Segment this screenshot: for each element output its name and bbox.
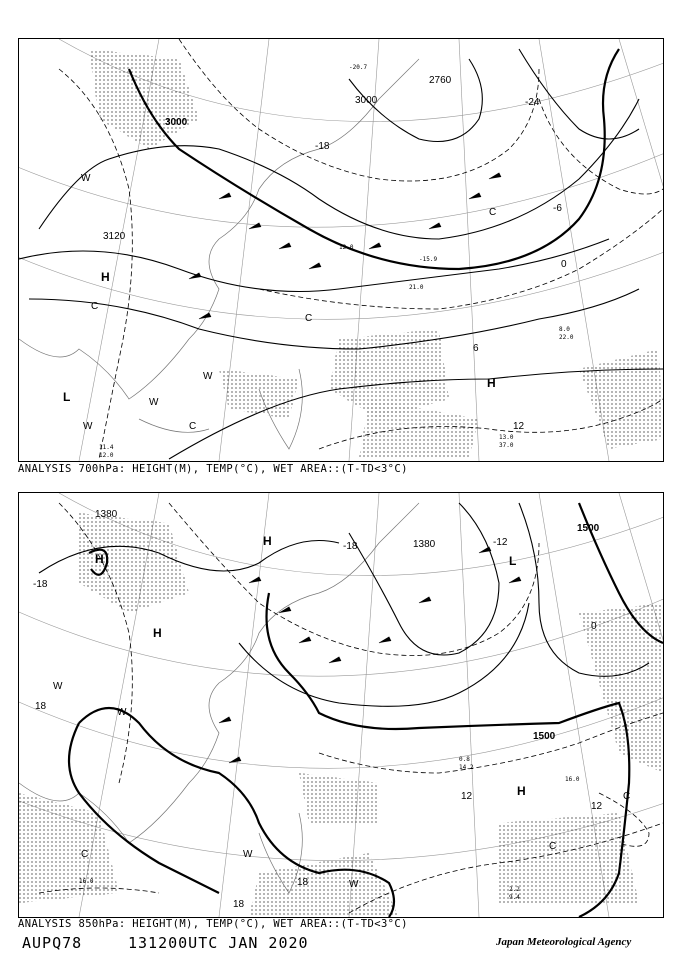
temp-label: -18 [315, 141, 330, 152]
temp-label: 18 [35, 701, 47, 712]
temp-label: 18 [297, 877, 309, 888]
station-value: 0.8 [459, 756, 470, 763]
temp-label: 0 [591, 621, 597, 632]
temp-label: 0 [561, 259, 567, 270]
height-label: 3000 [165, 117, 188, 128]
station-value: 16.0 [79, 878, 94, 885]
temp-label: -24 [525, 97, 540, 108]
warm-marker: W [203, 371, 213, 382]
temp-label: 12 [591, 801, 603, 812]
wind-barbs [219, 547, 521, 763]
height-label: 1500 [533, 731, 556, 742]
agency-credit: Japan Meteorological Agency [496, 936, 632, 948]
map-panel-850hpa [18, 492, 664, 918]
warm-marker: W [243, 849, 253, 860]
cold-marker: C [623, 791, 631, 802]
high-pressure-center: H [487, 376, 496, 390]
warm-marker: W [149, 397, 159, 408]
temp-label: 18 [233, 899, 245, 910]
valid-time: 131200UTC JAN 2020 [128, 934, 309, 952]
chart-code: AUPQ78 [22, 934, 83, 952]
station-value: 9.4 [509, 894, 520, 901]
cold-marker: C [81, 849, 89, 860]
temp-label: -6 [553, 203, 562, 214]
cold-marker: C [489, 207, 497, 218]
station-value: 8.0 [559, 326, 570, 333]
station-value: 22.0 [559, 334, 574, 341]
cold-marker: C [189, 421, 197, 432]
station-value: 12.0 [99, 452, 114, 459]
high-pressure-center: H [263, 534, 272, 548]
high-pressure-center: H [153, 626, 162, 640]
temp-label: -12 [493, 537, 508, 548]
warm-marker: W [117, 707, 127, 718]
caption-850hpa: ANALYSIS 850hPa: HEIGHT(M), TEMP(°C), WET AREA::(T-TD<3°C) [18, 918, 408, 930]
temp-label: 12 [461, 791, 473, 802]
height-label: 1500 [577, 523, 600, 534]
station-value: -15.9 [419, 256, 438, 263]
temp-label: -18 [33, 579, 48, 590]
cold-marker: C [305, 313, 313, 324]
station-value: 12.0 [339, 244, 354, 251]
low-pressure-center: L [63, 390, 71, 404]
height-label: 1380 [95, 509, 118, 520]
wet-areas [89, 49, 663, 459]
station-value: 14.2 [459, 764, 474, 771]
temp-label: 6 [473, 343, 479, 354]
high-pressure-center: H [517, 784, 526, 798]
map-700hpa-canvas [19, 39, 663, 461]
height-label: 3120 [103, 231, 126, 242]
wet-areas [19, 513, 663, 917]
cold-marker: C [549, 841, 557, 852]
station-value: -20.7 [349, 64, 368, 71]
temp-label: -18 [343, 541, 358, 552]
station-value: 16.0 [565, 776, 580, 783]
height-label: 2760 [429, 75, 452, 86]
station-value: 13.0 [499, 434, 514, 441]
station-value: 2.2 [509, 886, 520, 893]
cold-marker: C [91, 301, 99, 312]
height-label: 1380 [413, 539, 436, 550]
station-value: 37.0 [499, 442, 514, 449]
caption-700hpa: ANALYSIS 700hPa: HEIGHT(M), TEMP(°C), WET AREA::(T-TD<3°C) [18, 463, 408, 475]
low-pressure-center: L [509, 554, 517, 568]
station-value: 21.0 [409, 284, 424, 291]
warm-marker: W [349, 879, 359, 890]
temp-label: 12 [513, 421, 525, 432]
height-contour-bold [129, 49, 619, 269]
map-850hpa-canvas [19, 493, 663, 917]
map-panel-700hpa [18, 38, 664, 462]
station-value: 11.4 [99, 444, 114, 451]
high-pressure-center: H [95, 552, 104, 566]
height-label: 3000 [355, 95, 378, 106]
warm-marker: W [53, 681, 63, 692]
warm-marker: W [83, 421, 93, 432]
warm-marker: W [81, 173, 91, 184]
high-pressure-center: H [101, 270, 110, 284]
